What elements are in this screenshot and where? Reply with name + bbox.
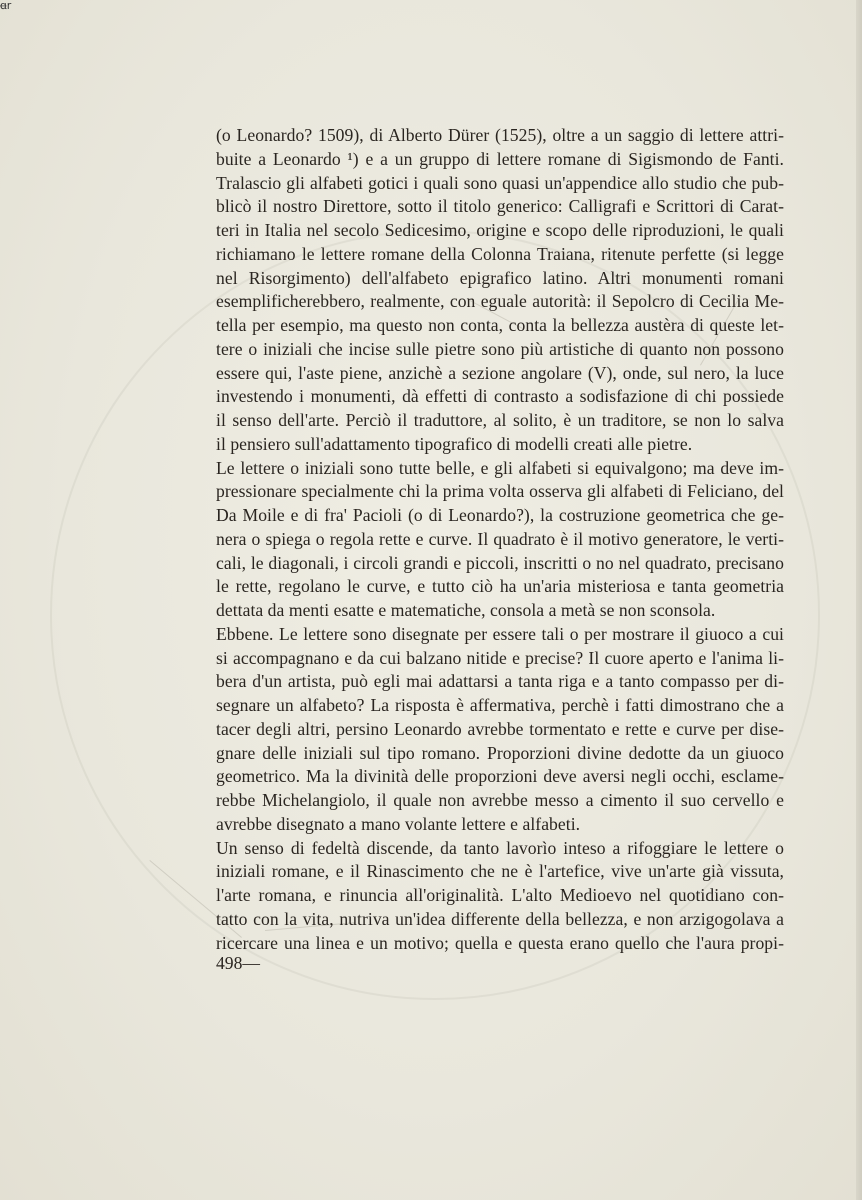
text-line: Da Moile e di fra' Pacioli (o di Leonardo?), la costruzione geometrica che ge-	[216, 505, 784, 525]
text-line: (o Leonardo? 1509), di Alberto Dürer (1525), oltre a un saggio di lettere attri-	[216, 125, 784, 145]
text-line: pressionare specialmente chi la prima volta osserva gli alfabeti di Feliciano, del	[216, 481, 784, 502]
text-line: dettata da menti esatte e matematiche, consola a metà se non sconsola.	[216, 600, 716, 620]
text-line: Ebbene. Le lettere sono disegnate per essere tali o per mostrare il giuoco a cui	[216, 623, 784, 644]
page-edge	[856, 0, 862, 1200]
text-line: Le lettere o iniziali sono tutte belle, e gli alfabeti si equivalgono; ma deve im-	[216, 457, 784, 478]
text-line: si accompagnano e da cui balzano nitide e precise? Il cuore aperto e l'anima li-	[216, 647, 784, 668]
text-line: nera o spiega o regola rette e curve. Il quadrato è il motivo generatore, le verti-	[216, 528, 784, 549]
text-line: investendo i monumenti, dà effetti di contrasto a sodisfazione di chi possiede	[216, 386, 784, 407]
text-line: tella per esempio, ma questo non conta, conta la bellezza austèra di queste let-	[216, 315, 784, 335]
text-line: iniziali romane, e il Rinascimento che ne è l'artefice, vive un'arte già vissuta,	[216, 861, 784, 882]
text-line: tacer degli altri, persino Leonardo avrebbe tormentato e rette e curve per dise-	[216, 718, 784, 739]
text-line: Un senso di fedeltà discende, da tanto lavorìo inteso a rifoggiare le lettere o	[216, 837, 784, 858]
text-line: il pensiero sull'adattamento tipografico di modelli creati alle pietre.	[216, 433, 693, 454]
body-text	[216, 124, 784, 955]
text-line: le rette, regolano le curve, e tutto ciò ha un'aria misteriosa e tanta geometria	[216, 576, 784, 597]
text-line: essere qui, l'aste piene, anzichè a sezione angolare (V), onde, sul nero, la luce	[216, 362, 784, 383]
text-line: teri in Italia nel secolo Sedicesimo, origine e scopo delle riproduzioni, le quali	[216, 220, 784, 240]
text-line: Tralascio gli alfabeti gotici i quali sono quasi un'appendice allo studio che pub-	[216, 172, 784, 193]
page-number: 498—	[216, 953, 260, 973]
text-line: rebbe Michelangiolo, il quale non avrebbe messo a cimento il suo cervello e	[216, 790, 784, 810]
text-line: blicò il nostro Direttore, sotto il titolo generico: Calligrafi e Scrittori di Carat-	[216, 196, 784, 217]
text-line: ricercare una linea e un motivo; quella e questa erano quello che l'aura propi-	[216, 932, 784, 953]
text-line: richiamano le lettere romane della Colonna Traiana, ritenute perfette (si legge	[216, 243, 784, 264]
text-line: bera d'un artista, può egli mai adattarsi a tanta riga e a tanto compasso per di-	[216, 671, 784, 692]
text-line: tatto con la vita, nutriva un'idea differente della bellezza, e non arzigogolava a	[216, 908, 784, 929]
text-line: segnare un alfabeto? La risposta è affermativa, perchè i fatti dimostrano che a	[216, 695, 784, 715]
corner-mark: ꬰr	[0, 0, 12, 12]
text-line: geometrico. Ma la divinità delle proporzioni deve aversi negli occhi, esclame-	[216, 766, 784, 787]
text-line: avrebbe disegnato a mano volante lettere e alfabeti.	[216, 813, 581, 834]
text-line: l'arte romana, e rinuncia all'originalità. L'alto Medioevo nel quotidiano con-	[216, 885, 784, 905]
text-line: tere o iniziali che incise sulle pietre sono più artistiche di quanto non possono	[216, 338, 784, 359]
text-line: buite a Leonardo ¹) e a un gruppo di lettere romane di Sigismondo de Fanti.	[216, 148, 784, 169]
text-line: nel Risorgimento) dell'alfabeto epigrafico latino. Altri monumenti romani	[216, 267, 784, 288]
text-line: cali, le diagonali, i circoli grandi e piccoli, inscritti o no nel quadrato, precisano	[216, 552, 784, 573]
text-line: il senso dell'arte. Perciò il traduttore, al solito, è un traditore, se non lo salva	[216, 410, 784, 430]
text-line: gnare delle iniziali sul tipo romano. Proporzioni divine dedotte da un giuoco	[216, 742, 784, 763]
text-line: esemplificherebbero, realmente, con eguale autorità: il Sepolcro di Cecilia Me-	[216, 291, 784, 312]
